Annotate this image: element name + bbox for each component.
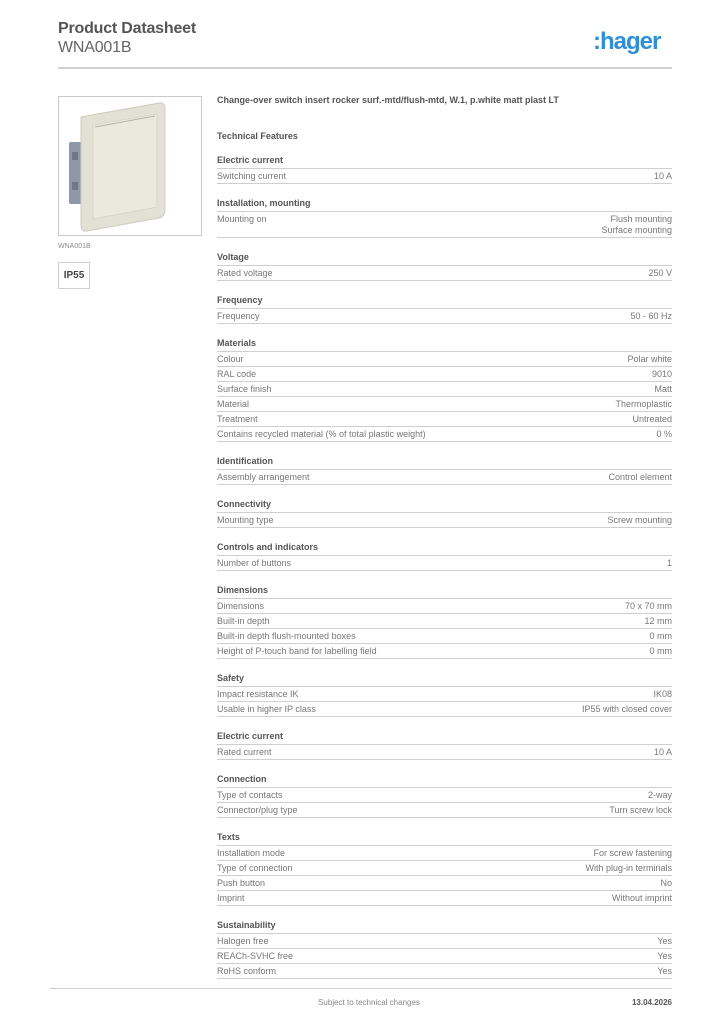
spec-value-line: 70 x 70 mm <box>624 601 672 611</box>
spec-value-line: Without imprint <box>611 893 672 903</box>
section-title: Frequency <box>217 295 672 309</box>
spec-value-line: Matt <box>654 384 672 394</box>
spec-value <box>582 704 672 715</box>
spec-value-line: Turn screw lock <box>609 805 672 815</box>
spec-label: Type of contacts <box>217 790 283 800</box>
spec-row <box>217 556 672 571</box>
spec-row <box>217 427 672 442</box>
spec-value-line: 250 V <box>648 268 672 278</box>
spec-row <box>217 702 672 717</box>
spec-row <box>217 949 672 964</box>
spec-value <box>650 646 673 657</box>
spec-value-line: 10 A <box>653 171 672 181</box>
spec-label: Type of connection <box>217 863 293 873</box>
spec-label: Mounting on <box>217 214 267 224</box>
spec-value <box>652 369 672 380</box>
spec-value <box>654 384 672 395</box>
spec-label: Assembly arrangement <box>217 472 310 482</box>
section-title: Texts <box>217 832 672 846</box>
spec-value <box>625 601 672 612</box>
spec-label: Rated current <box>217 747 272 757</box>
spec-value-line: For screw fastening <box>593 848 672 858</box>
spec-value <box>644 616 672 627</box>
spec-row <box>217 891 672 906</box>
spec-value-line: Yes <box>657 966 672 976</box>
spec-value-line: Surface mounting <box>601 225 672 235</box>
spec-label: Height of P-touch band for labelling field <box>217 646 377 656</box>
spec-row <box>217 846 672 861</box>
spec-section <box>217 832 672 906</box>
spec-value-line: 10 A <box>653 747 672 757</box>
spec-label: Built-in depth flush-mounted boxes <box>217 631 356 641</box>
spec-row <box>217 934 672 949</box>
spec-label: Colour <box>217 354 244 364</box>
spec-label: Surface finish <box>217 384 272 394</box>
spec-label: Number of buttons <box>217 558 292 568</box>
spec-value <box>627 354 672 365</box>
spec-row <box>217 266 672 281</box>
spec-value <box>654 747 672 758</box>
spec-value <box>648 268 672 279</box>
spec-label: Usable in higher IP class <box>217 704 316 714</box>
spec-value <box>657 966 672 977</box>
spec-row <box>217 397 672 412</box>
spec-row <box>217 876 672 891</box>
switch-product-icon <box>59 97 201 235</box>
spec-row <box>217 513 672 528</box>
spec-value-line: 1 <box>666 558 672 568</box>
spec-value <box>585 863 672 874</box>
spec-label: RoHS conform <box>217 966 277 976</box>
spec-label: Frequency <box>217 311 260 321</box>
spec-value-line: 9010 <box>651 369 672 379</box>
spec-value <box>593 848 672 859</box>
spec-value-line: Screw mounting <box>607 515 672 525</box>
hager-logo: :hager <box>593 28 661 55</box>
spec-value <box>609 805 672 816</box>
spec-row <box>217 309 672 324</box>
section-title: Materials <box>217 338 672 352</box>
spec-section <box>217 731 672 760</box>
spec-label: Contains recycled material (% of total plastic weight) <box>217 429 426 439</box>
spec-value-line: With plug-in terminals <box>585 863 672 873</box>
spec-label: Installation mode <box>217 848 286 858</box>
spec-value <box>632 414 672 425</box>
spec-value <box>657 951 672 962</box>
spec-row <box>217 352 672 367</box>
spec-label: Built-in depth <box>217 616 270 626</box>
section-title: Controls and indicators <box>217 542 672 556</box>
spec-value-line: IP55 with closed cover <box>581 704 672 714</box>
spec-section <box>217 920 672 979</box>
spec-section <box>217 585 672 659</box>
spec-sections <box>217 155 672 979</box>
spec-label: RAL code <box>217 369 257 379</box>
spec-label: Dimensions <box>217 601 265 611</box>
spec-value-line: 0 mm <box>649 646 672 656</box>
spec-row <box>217 861 672 876</box>
section-title: Electric current <box>217 731 672 745</box>
spec-row <box>217 687 672 702</box>
technical-features-title: Technical Features <box>217 131 298 141</box>
section-title: Voltage <box>217 252 672 266</box>
spec-value <box>630 311 672 322</box>
spec-value-line: Polar white <box>627 354 672 364</box>
spec-value-line: Flush mounting <box>610 214 672 224</box>
spec-row <box>217 212 672 238</box>
spec-section <box>217 774 672 818</box>
spec-value <box>648 790 672 801</box>
spec-label: Rated voltage <box>217 268 273 278</box>
spec-label: Switching current <box>217 171 287 181</box>
product-image <box>58 96 202 236</box>
spec-section <box>217 252 672 281</box>
spec-row <box>217 382 672 397</box>
spec-label: Mounting type <box>217 515 274 525</box>
spec-value-line: Yes <box>657 936 672 946</box>
footer-divider <box>50 988 672 989</box>
footer-date: 13.04.2026 <box>631 998 672 1007</box>
spec-value-line: 0 mm <box>649 631 672 641</box>
section-title: Connectivity <box>217 499 672 513</box>
spec-value <box>601 214 672 236</box>
section-title: Sustainability <box>217 920 672 934</box>
spec-row <box>217 367 672 382</box>
section-title: Connection <box>217 774 672 788</box>
section-title: Installation, mounting <box>217 198 672 212</box>
product-reference: WNA001B <box>58 39 132 56</box>
spec-label: Material <box>217 399 250 409</box>
spec-section <box>217 155 672 184</box>
spec-value <box>667 558 672 569</box>
spec-value-line: Thermoplastic <box>615 399 672 409</box>
spec-label: Push button <box>217 878 266 888</box>
spec-label: Impact resistance IK <box>217 689 299 699</box>
spec-label: Halogen free <box>217 936 269 946</box>
spec-value-line: Yes <box>657 951 672 961</box>
spec-value <box>607 515 672 526</box>
spec-value <box>660 878 672 889</box>
spec-label: Connector/plug type <box>217 805 298 815</box>
spec-row <box>217 470 672 485</box>
spec-label: REACh-SVHC free <box>217 951 294 961</box>
spec-section <box>217 198 672 238</box>
header-title: Product Datasheet <box>58 20 196 37</box>
spec-value-line: No <box>660 878 672 888</box>
spec-value-line: Untreated <box>632 414 672 424</box>
spec-section <box>217 338 672 442</box>
spec-label: Treatment <box>217 414 258 424</box>
spec-row <box>217 412 672 427</box>
spec-value <box>654 171 672 182</box>
section-title: Electric current <box>217 155 672 169</box>
section-title: Identification <box>217 456 672 470</box>
spec-value-line: 12 mm <box>644 616 672 626</box>
spec-value-line: 0 % <box>656 429 672 439</box>
spec-value <box>656 429 672 440</box>
spec-value-line: 50 - 60 Hz <box>630 311 672 321</box>
spec-row <box>217 599 672 614</box>
image-caption: WNA001B <box>58 243 91 250</box>
spec-section <box>217 295 672 324</box>
spec-row <box>217 629 672 644</box>
spec-value <box>615 399 672 410</box>
section-title: Dimensions <box>217 585 672 599</box>
spec-value-line: 2-way <box>647 790 672 800</box>
spec-section <box>217 456 672 485</box>
spec-row <box>217 614 672 629</box>
spec-label: Imprint <box>217 893 245 903</box>
spec-value <box>650 631 673 642</box>
spec-value-line: Control element <box>608 472 672 482</box>
spec-section <box>217 673 672 717</box>
technical-content <box>217 94 672 979</box>
section-title: Safety <box>217 673 672 687</box>
spec-row <box>217 803 672 818</box>
spec-value <box>608 472 672 483</box>
ip-rating-badge: IP55 <box>58 262 90 289</box>
product-description: Change-over switch insert rocker surf.-mtd/flush-mtd, W.1, p.white matt plast LT <box>217 95 559 105</box>
header-divider <box>58 67 672 69</box>
spec-row <box>217 169 672 184</box>
spec-value <box>612 893 672 904</box>
spec-row <box>217 964 672 979</box>
spec-row <box>217 644 672 659</box>
spec-value <box>657 936 672 947</box>
footer-note: Subject to technical changes <box>318 998 420 1007</box>
spec-row <box>217 745 672 760</box>
spec-row <box>217 788 672 803</box>
spec-section <box>217 499 672 528</box>
spec-value-line: IK08 <box>653 689 672 699</box>
spec-section <box>217 542 672 571</box>
spec-value <box>653 689 672 700</box>
